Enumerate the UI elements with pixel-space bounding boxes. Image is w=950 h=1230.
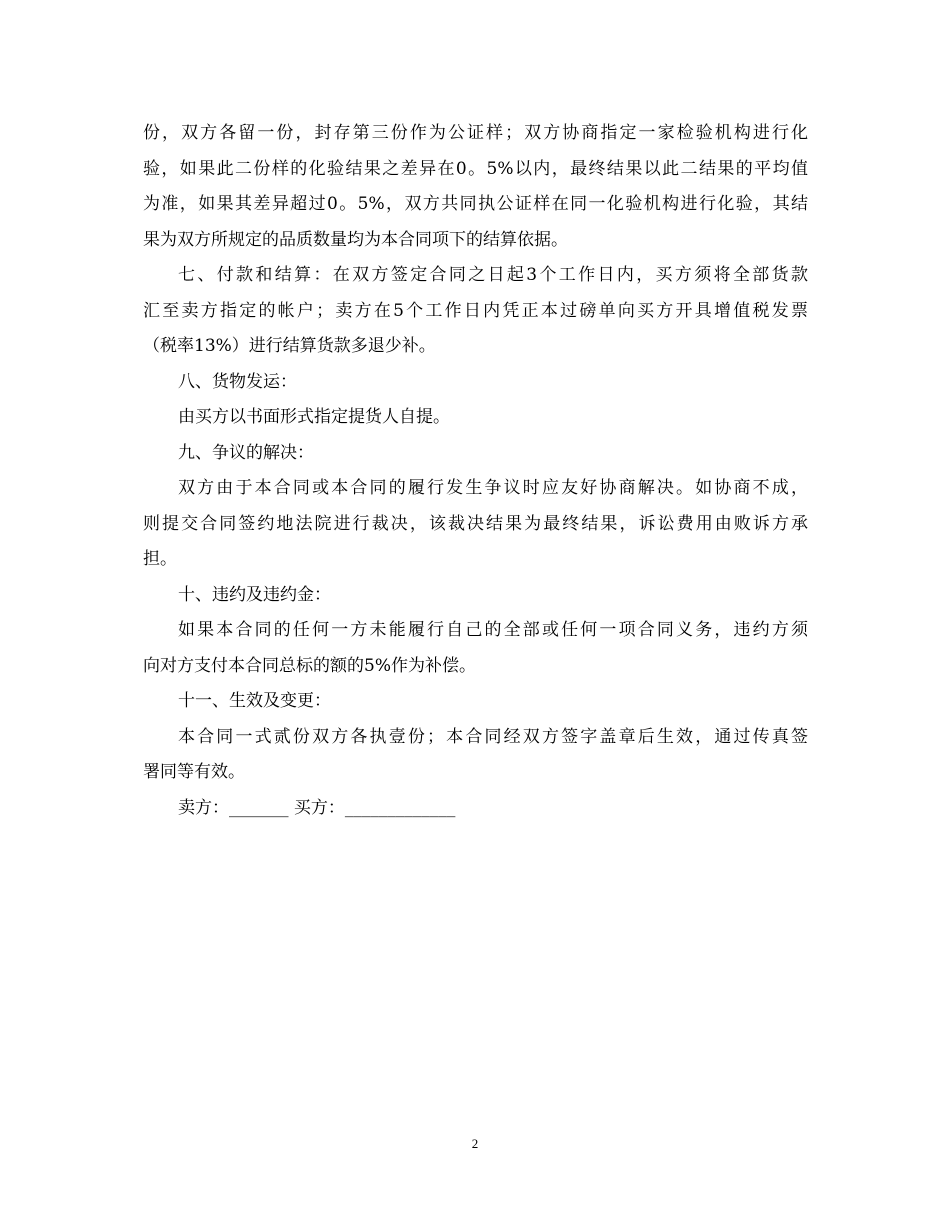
section-7-heading-line: 七、付款和结算：在双方签定合同之日起3个工作日内，买方须将全部货款 (178, 265, 808, 285)
text-line: 本合同一式贰份双方各执壹份；本合同经双方签字盖章后生效，通过传真签 (178, 726, 808, 747)
text-line: 果为双方所规定的品质数量均为本合同项下的结算依据。 (143, 229, 568, 250)
text-line: 份，双方各留一份，封存第三份作为公证样；双方协商指定一家检验机构进行化 (143, 123, 808, 143)
text-line: （税率13%）进行结算货款多退少补。 (143, 336, 436, 356)
document-body (143, 116, 808, 826)
text-line: 双方由于本合同或本合同的履行发生争议时应友好协商解决。如协商不成， (178, 478, 808, 498)
text-line: 担。 (143, 549, 177, 569)
text-line: 向对方支付本合同总标的额的5%作为补偿。 (143, 655, 476, 676)
section-11-heading: 十一、生效及变更： (178, 691, 331, 711)
text-line: 则提交合同签约地法院进行裁决，该裁决结果为最终结果，诉讼费用由败诉方承 (143, 513, 808, 534)
signature-line: 卖方：_______ 买方：_____________ (178, 797, 456, 818)
text-line: 验，如果此二份样的化验结果之差异在0。5%以内，最终结果以此二结果的平均值 (143, 158, 808, 179)
text-line: 汇至卖方指定的帐户；卖方在5个工作日内凭正本过磅单向买方开具增值税发票 (143, 300, 808, 321)
page-number: 2 (471, 1136, 479, 1151)
section-8-heading: 八、货物发运： (178, 371, 297, 392)
text-line: 如果本合同的任何一方未能履行自己的全部或任何一项合同义务，违约方须 (178, 620, 808, 640)
section-10-heading: 十、违约及违约金： (178, 584, 331, 605)
text-line: 为准，如果其差异超过0。5%，双方共同执公证样在同一化验机构进行化验，其结 (143, 194, 808, 214)
text-line: 署同等有效。 (143, 762, 245, 782)
text-line: 由买方以书面形式指定提货人自提。 (178, 407, 450, 427)
section-9-heading: 九、争议的解决： (178, 442, 314, 463)
